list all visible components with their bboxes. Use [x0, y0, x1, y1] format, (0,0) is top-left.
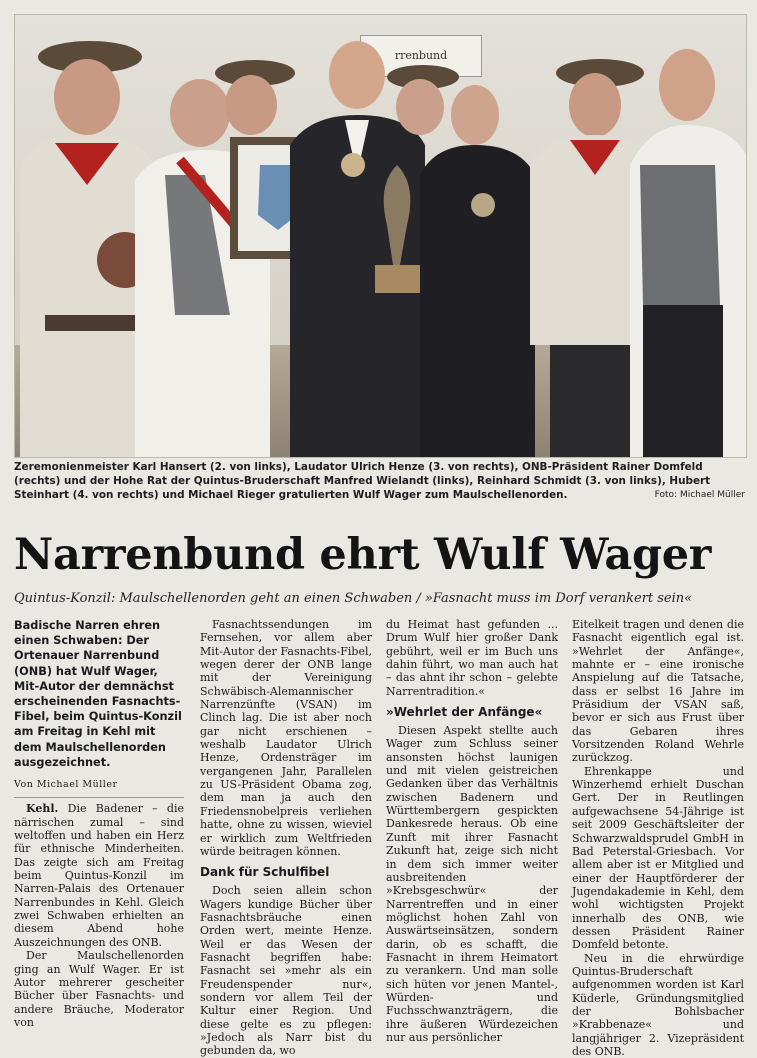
article-headline: Narrenbund ehrt Wulf Wager — [14, 530, 712, 580]
person-figure — [420, 85, 535, 457]
person-figure — [135, 79, 270, 457]
paragraph: Doch seien allein schon Wagers kundige Bücher über Fasnachtsbräuche einen Orden wert, meinte Henze. Weil er das Wesen der Fasnacht begriffen habe: Fasnacht sei »mehr als ein Freudenspender nur«, sondern vor allem Teil der Kultur einer Region. Und diese gelte es zu pflegen: »Jedoch als Narr bist du gebunden da, wo — [200, 884, 372, 1058]
photo-credit: Foto: Michael Müller — [654, 490, 745, 500]
photo-sign: rrenbund — [360, 35, 482, 77]
person-figure — [20, 41, 155, 457]
paragraph — [14, 802, 184, 949]
caption-text: Zeremonienmeister Karl Hansert (2. von links), Laudator Ulrich Henze (3. von rechts), ONB-Präsident Rainer Domfeld (rechts) und der Hohe Rat der Quintus-Bruderschaft Manfred Wielandt (links), Reinhard Schmidt (3. von links), Hubert Steinhart (4. von rechts) und Michael Rieger gratulierten Wulf Wager zum Maulschellenorden. — [14, 461, 711, 501]
paragraph: du Heimat hast gefunden ... Drum Wulf hier großer Dank gebührt, weil er im Buch uns dahin führt, wo man auch hat – das ahnt ihr schon – gelebte Narrentradition.« — [386, 618, 558, 698]
paragraph: Der Maulschellenorden ging an Wulf Wager. Er ist Autor mehrerer gescheiter Bücher über Fasnachts- und andere Bräuche, Moderator von — [14, 949, 184, 1029]
paragraph: Diesen Aspekt stellte auch Wager zum Schluss seiner ansonsten höchst launigen und mit vielen geistreichen Gedanken über das Verhältnis zwischen Badenern und Württembergern gespickten Dankesrede heraus. Ob eine Zunft mit ihrer Fasnacht Zukunft hat, zeige sich nicht in dem sich immer weiter ausbreitenden »Krebsgeschwür« der Narrentreffen und in einer möglichst hohen Zahl von Auswärtseinsätzen, sondern darin, ob es schafft, die Fasnacht in ihrem Heimatort zu verankern. Und man solle sich hüten vor jenen Mantel-, Würden- und Fuchsschwanzträgern, die ihre äußeren Würdezeichen nur aus persönlicher — [386, 724, 558, 1044]
paragraph: Fasnachtssendungen im Fernsehen, vor allem aber Mit-Autor der Fasnachts-Fibel, wegen derer der ONB lange mit der Vereinigung Schwäbisch-Alemannischer Narrenzünfte (VSAN) im Clinch lag. Die ist aber noch gar nicht erschienen – weshalb Laudator Ulrich Henze, Ordensträger im vergangenen Jahr, Parallelen zu US-Präsident Obama zog, dem man ja auch den Friedensnobelpreis verliehen hatte, ohne zu wissen, wieviel er wirklich zum Weltfrieden würde beitragen können. — [200, 618, 372, 858]
article-lead: Badische Narren ehren einen Schwaben: Der Ortenauer Narrenbund (ONB) hat Wulf Wager, Mit-Autor der demnächst erscheinenden Fasnachts-Fibel, beim Quintus-Konzil am Freitag in Kehl mit dem Maulschellenorden ausgezeichnet. — [14, 619, 182, 769]
article-column-3 — [386, 618, 558, 1044]
article-column-1 — [14, 618, 184, 1029]
article-column-2 — [200, 618, 372, 1058]
article-column-4 — [572, 618, 744, 1058]
dateline: Kehl. — [26, 802, 59, 816]
paragraph-text: Die Badener – die närrischen zumal – sind weltoffen und haben ein Herz für ethnische Minderheiten. Das zeigte sich am Freitag beim Quintus-Konzil im Narren-Palais des Ortenauer Narrenbundes in Kehl. Gleich zwei Schwaben erhielten an diesem Abend hohe Auszeichnungen des ONB. — [14, 802, 184, 949]
subheading: »Wehrlet der Anfänge« — [386, 705, 543, 720]
group-photo — [14, 14, 747, 458]
article-byline: Von Michael Müller — [14, 778, 184, 798]
paragraph: Eitelkeit tragen und denen die Fasnacht eigentlich egal ist. »Wehrlet der Anfänge«, mahnte er – eine ironische Anspielung auf die Tatsache, dass er selbst 16 Jahre im Präsidium der VSAN saß, bevor er sich aus Frust über das Gebaren ihres Vorsitzenden Roland Wehrle zurückzog. — [572, 618, 744, 765]
article-subline: Quintus-Konzil: Maulschellenorden geht an einen Schwaben / »Fasnacht muss im Dorf verankert sein« — [14, 591, 693, 606]
photo-caption — [14, 460, 745, 502]
photo-figures — [15, 15, 746, 457]
person-figure — [630, 49, 746, 457]
paragraph: Ehrenkappe und Winzerhemd erhielt Duschan Gert. Der in Reutlingen aufgewachsene 54-Jährige ist seit 2009 Geschäftsleiter der Schwarzwaldsprudel GmbH in Bad Peterstal-Griesbach. Vor allem aber ist er Mitglied und einer der Hauptförderer der Jugendakademie in Kehl, dem wohl wichtigsten Projekt innerhalb des ONB, wie dessen Präsident Rainer Domfeld betonte. — [572, 764, 744, 952]
paragraph: Neu in die ehrwürdige Quintus-Bruderschaft aufgenommen worden ist Karl Küderle, Gründungsmitglied der Bohlsbacher »Krabbenaze« und langjähriger 2. Vizepräsident des ONB. — [572, 951, 744, 1058]
subheading: Dank für Schulfibel — [200, 865, 330, 880]
